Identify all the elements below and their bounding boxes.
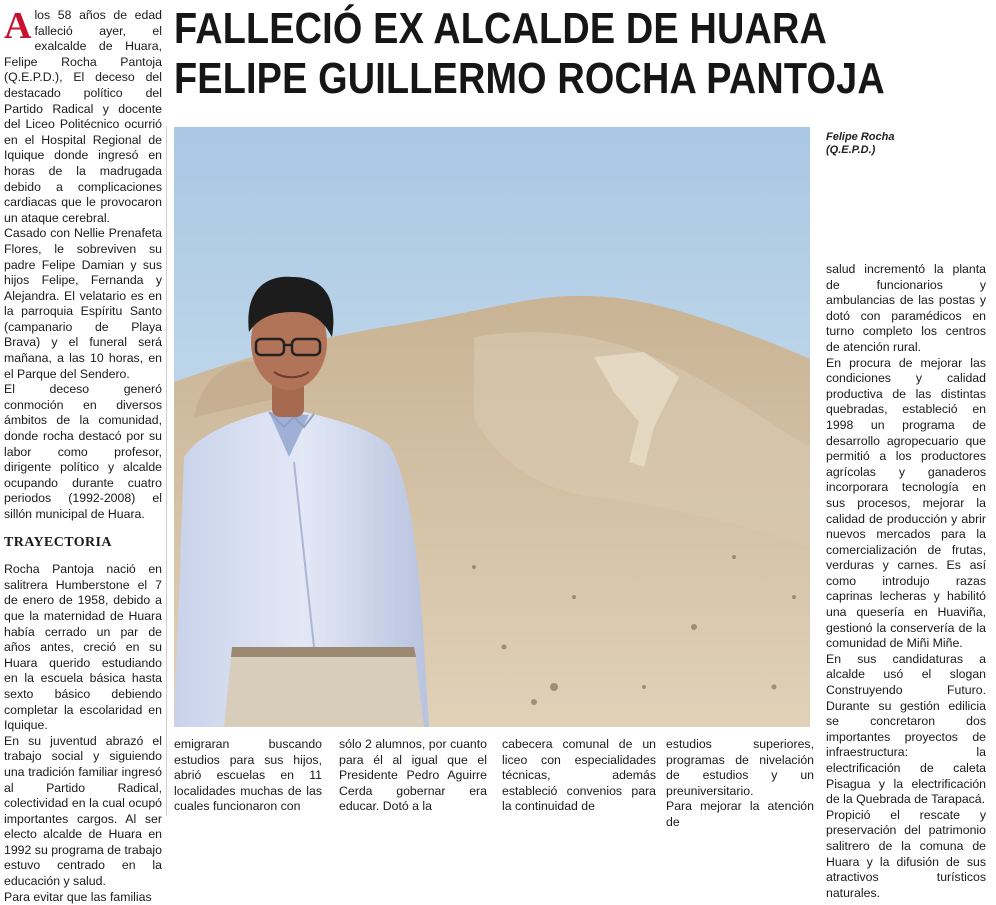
- paragraph: emigraran buscando estudios para sus hijos, abrió escuelas en 11 localidades muchas de las cuales funcionaron con: [174, 737, 322, 814]
- paragraph: El deceso generó conmoción en diversos ámbitos de la comunidad, donde rocha destacó por su labor como profesor, dirigente político y alcalde ocupando durante cuatro periodos (1992-2008) el sillón municipal de Huara.: [4, 382, 162, 521]
- headline-line-2: FELIPE GUILLERMO ROCHA PANTOJA: [174, 54, 885, 103]
- paragraph: estudios superiores, programas de nivelación de estudios y un preuniversitario.: [666, 737, 814, 798]
- paragraph: Para mejorar la atención de: [666, 799, 814, 829]
- paragraph: Rocha Pantoja nació en salitrera Humberstone el 7 de enero de 1958, debido a que la maternidad de Huara había cerrado un par de años antes, creció en su Huara querido estudiando en la escuela básica hasta sexto básico debiendo completar la escolaridad en Iquique.: [4, 562, 162, 733]
- paragraph: En su juventud abrazó el trabajo social y siguiendo una tradición familiar ingresó al Partido Radical, colectividad en la cual ocupó importantes cargos. Al ser electo alcalde de Huara en 1992 su programa de trabajo estuvo centrado en la educación y salud.: [4, 733, 162, 889]
- headline-line-1: FALLECIÓ EX ALCALDE DE HUARA: [174, 4, 828, 53]
- paragraph: cabecera comunal de un liceo con especialidades técnicas, además estableció convenios para la continuidad de: [502, 737, 656, 814]
- paragraph: En sus candidaturas a alcalde usó el slogan Construyendo Futuro. Durante su gestión edilicia se concretaron dos importantes proyectos de infraestructura: la electrificación de caleta Pisagua y la electrificación de la Quebrada de Tarapacá.: [826, 651, 986, 807]
- paragraph: salud incrementó la planta de funcionarios y ambulancias de las postas y dotó con paramédicos en turno completo los centros de atención rural.: [826, 262, 986, 354]
- right-article-column: [826, 262, 986, 901]
- bottom-column-4: [666, 737, 814, 831]
- headline: [174, 4, 885, 104]
- column-divider: [166, 126, 167, 816]
- bottom-column-3: [502, 737, 656, 815]
- caption-qepd: (Q.E.P.D.): [826, 144, 876, 156]
- photo-caption: [826, 131, 986, 157]
- bottom-column-1: [174, 737, 322, 815]
- bottom-column-2: [339, 737, 487, 815]
- portrait-photo: [174, 127, 810, 727]
- paragraph: En procura de mejorar las condiciones y calidad productiva de las distintas quebradas, estableció en 1998 un programa de desarrollo agropecuario que permitió a los productores agrícolas y ganaderos incorporara tecnología en sus procesos, mejorar la calidad de producción y abrir nuevos mercados para la comercialización de frutas, verduras y carnes. Es así como introdujo razas caprinas lecheras y habilitó una quesería en Huaviña, gestionó la conservería de la comunidad de Miñi Miñe.: [826, 355, 986, 651]
- paragraph: Para evitar que las familias: [4, 889, 152, 904]
- left-article-column: [4, 5, 162, 905]
- section-subhead: TRAYECTORIA: [4, 534, 112, 550]
- drop-cap: A: [4, 5, 32, 47]
- paragraph-text: los 58 años de edad falleció ayer, el exalcalde de Huara, Felipe Rocha Pantoja (Q.E.P.D.), El deceso del destacado político del Partido Radical y docente del Liceo Politécnico ocurrió en el Hospital Regional de Iquique donde ingresó en horas de la madrugada debido a complicaciones cardiacas que le provocaron un ataque cerebral.: [4, 8, 162, 225]
- paragraph: Casado con Nellie Prenafeta Flores, le sobreviven su padre Felipe Damian y sus hijos Felipe, Fernanda y Alejandra. El velatario es en la parroquia Espíritu Santo (campanario de Playa Brava) y el funeral será mañana, a las 10 horas, en el Parque del Sendero.: [4, 226, 162, 381]
- caption-name: Felipe Rocha: [826, 131, 895, 143]
- photo-illustration: [174, 127, 810, 727]
- paragraph: Propició el rescate y preservación del patrimonio salitrero de la comuna de Huara y la difusión de sus atractivos turísticos naturales.: [826, 807, 986, 900]
- paragraph: sólo 2 alumnos, por cuanto para él al igual que el Presidente Pedro Aguirre Cerda gobernar era educar. Dotó a la: [339, 737, 487, 814]
- paragraph: [4, 5, 162, 226]
